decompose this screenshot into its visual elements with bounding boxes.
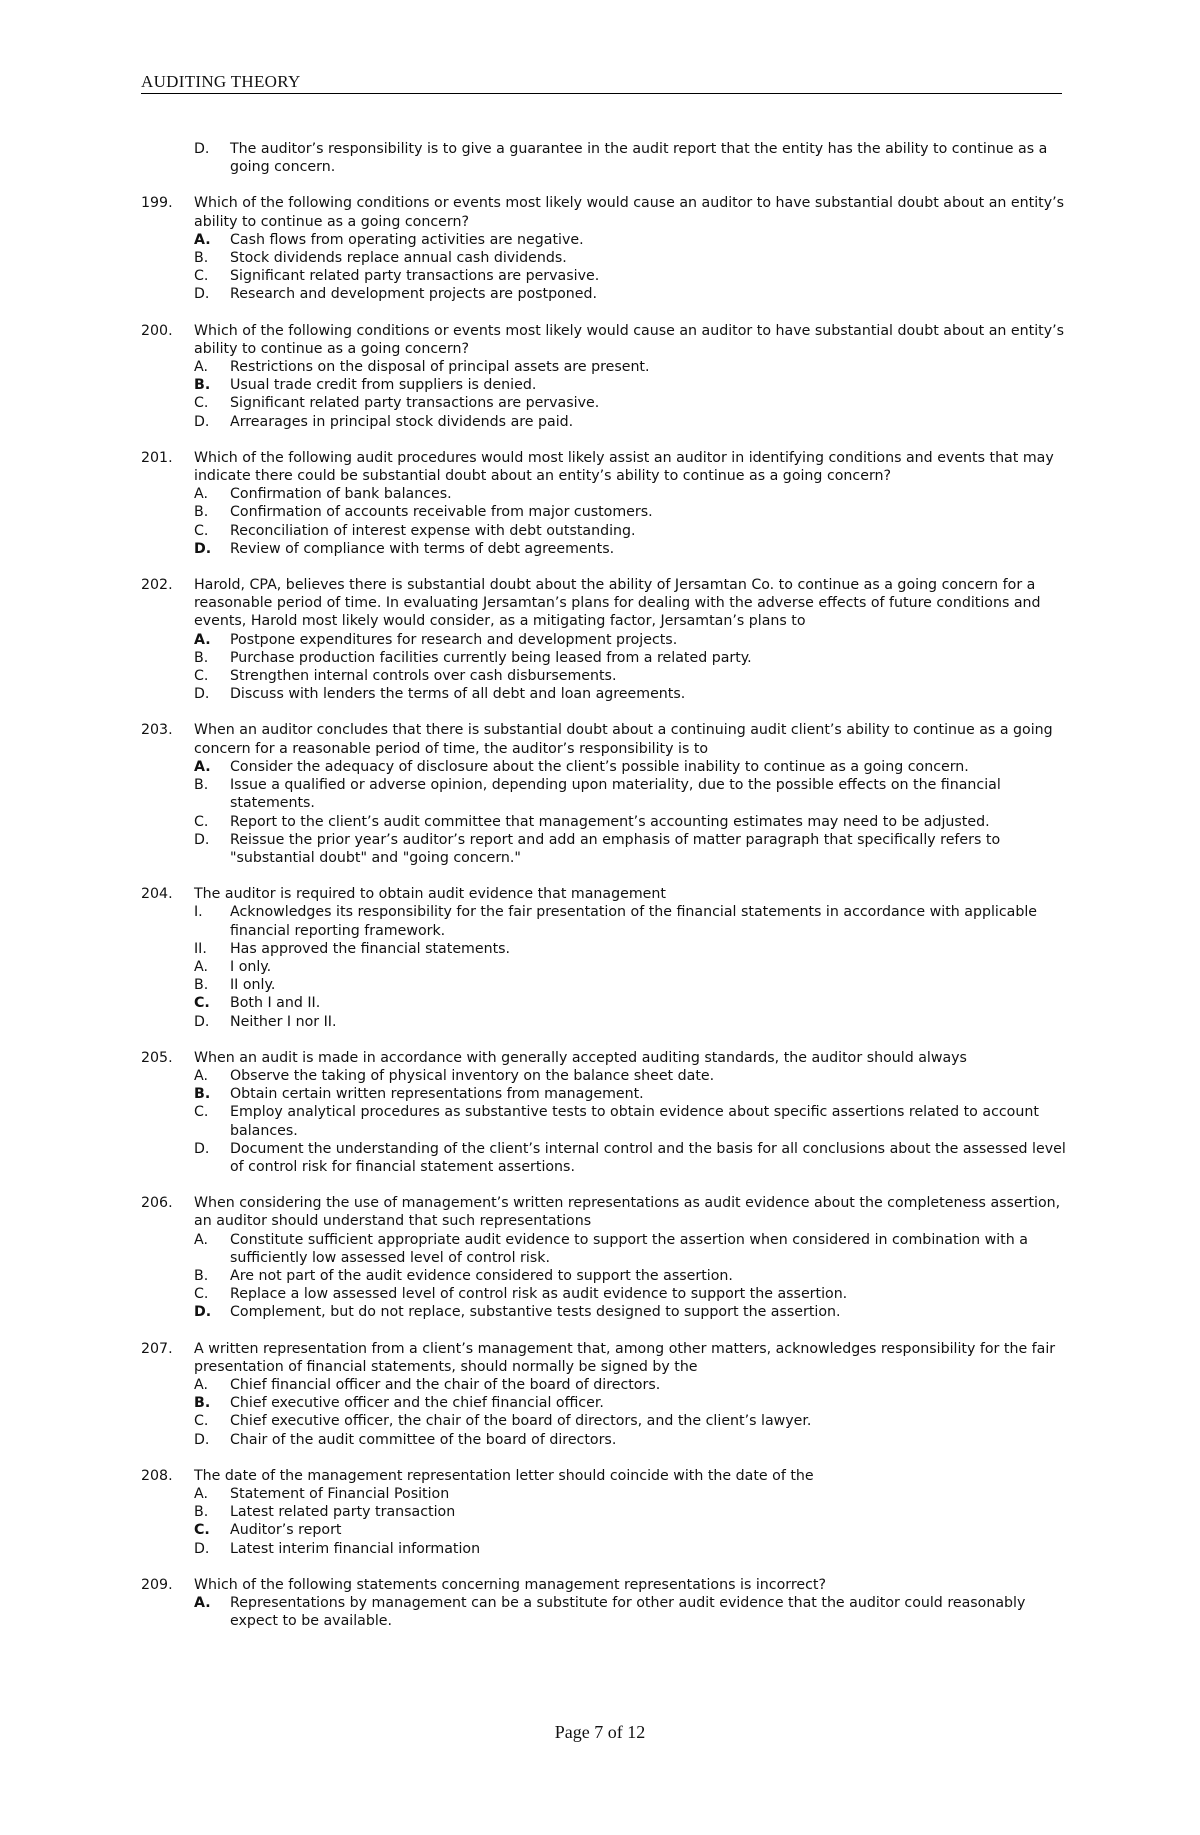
option-text: Auditor’s report (230, 1522, 342, 1539)
question-text: When considering the use of management’s written representations as audit evidence about the completeness assertion, an auditor should understand that such representations (194, 1195, 1061, 1230)
option-text: Chief financial officer and the chair of the board of directors. (230, 1376, 661, 1393)
answer-option (141, 667, 1066, 685)
question-text: The auditor is required to obtain audit evidence that management (194, 886, 666, 903)
question-item (141, 322, 1066, 431)
option-letter: B. (194, 504, 209, 521)
option-text: Has approved the financial statements. (230, 940, 511, 957)
answer-option (141, 813, 1066, 831)
option-letter: A. (194, 631, 211, 648)
question-item (141, 1340, 1066, 1449)
option-letter: D. (194, 1540, 210, 1557)
option-text: Reissue the prior year’s auditor’s report and add an emphasis of matter paragraph that specifically refers to "substantial doubt" and "going concern." (230, 831, 1001, 866)
answer-option (141, 394, 1066, 412)
option-text: Usual trade credit from suppliers is denied. (230, 377, 537, 394)
option-letter: B. (194, 777, 209, 794)
question-stem (141, 576, 1066, 631)
answer-option (141, 503, 1066, 521)
option-letter: D. (194, 1013, 210, 1030)
answer-option (141, 1303, 1066, 1321)
question-text: When an audit is made in accordance with generally accepted auditing standards, the auditor should always (194, 1049, 967, 1066)
question-text: The date of the management representation letter should coincide with the date of the (194, 1467, 814, 1484)
answer-option (141, 976, 1066, 994)
option-text: The auditor’s responsibility is to give a guarantee in the audit report that the entity has the ability to continue as a going concern. (230, 141, 1048, 176)
option-letter: C. (194, 522, 209, 539)
question-stem (141, 1194, 1066, 1230)
option-text: Acknowledges its responsibility for the fair presentation of the financial statements in accordance with applicable financial reporting framework. (230, 904, 1038, 939)
answer-option (141, 413, 1066, 431)
answer-option (141, 1103, 1066, 1139)
answer-option (141, 758, 1066, 776)
question-text: Which of the following conditions or events most likely would cause an auditor to have substantial doubt about an entity’s ability to continue as a going concern? (194, 322, 1064, 357)
option-text: Chief executive officer and the chief financial officer. (230, 1395, 604, 1412)
option-letter: I. (194, 904, 203, 921)
option-text: Replace a low assessed level of control risk as audit evidence to support the assertion. (230, 1286, 848, 1303)
question-number: 199. (141, 195, 173, 212)
answer-option (141, 231, 1066, 249)
answer-option (141, 1231, 1066, 1267)
answer-option (141, 267, 1066, 285)
question-stem (141, 194, 1066, 230)
answer-option (141, 1067, 1066, 1085)
option-letter: B. (194, 649, 209, 666)
option-letter: D. (194, 141, 210, 157)
answer-option (141, 1085, 1066, 1103)
option-text: Discuss with lenders the terms of all debt and loan agreements. (230, 686, 686, 703)
answer-option (141, 285, 1066, 303)
option-letter: A. (194, 1376, 208, 1393)
option-text: Cash flows from operating activities are negative. (230, 231, 584, 248)
question-stem (141, 1049, 1066, 1067)
question-text: Which of the following conditions or events most likely would cause an auditor to have substantial doubt about an entity’s ability to continue as a going concern? (194, 195, 1064, 230)
question-number: 206. (141, 1195, 173, 1212)
question-stem (141, 885, 1066, 903)
option-text: Constitute sufficient appropriate audit evidence to support the assertion when considered in combination with a sufficiently low assessed level of control risk. (230, 1231, 1028, 1266)
option-text: Consider the adequacy of disclosure about the client’s possible inability to continue as a going concern. (230, 758, 969, 775)
option-letter: D. (194, 686, 210, 703)
answer-option (141, 1521, 1066, 1539)
option-letter: C. (194, 668, 209, 685)
option-text: Both I and II. (230, 995, 321, 1012)
option-text: Significant related party transactions are pervasive. (230, 268, 600, 285)
question-number: 205. (141, 1049, 173, 1066)
question-item (141, 1194, 1066, 1321)
option-letter: C. (194, 1522, 210, 1539)
option-letter: C. (194, 995, 210, 1012)
option-letter: C. (194, 395, 209, 412)
questions-container (141, 194, 1066, 1630)
answer-option (141, 540, 1066, 558)
option-text: Issue a qualified or adverse opinion, depending upon materiality, due to the possible effects on the financial statements. (230, 777, 1001, 812)
option-text: Restrictions on the disposal of principal assets are present. (230, 359, 650, 376)
option-text: Employ analytical procedures as substantive tests to obtain evidence about specific assertions related to account balances. (230, 1104, 1039, 1139)
option-text: Stock dividends replace annual cash dividends. (230, 250, 567, 267)
option-text: Review of compliance with terms of debt agreements. (230, 540, 615, 557)
answer-option (141, 649, 1066, 667)
option-text: Research and development projects are postponed. (230, 286, 598, 303)
answer-option (141, 1267, 1066, 1285)
question-number: 209. (141, 1576, 173, 1593)
answer-option (141, 1376, 1066, 1394)
question-item (141, 1049, 1066, 1176)
option-letter: D. (194, 831, 210, 848)
question-stem (141, 322, 1066, 358)
option-text: Chief executive officer, the chair of the board of directors, and the client’s lawyer. (230, 1413, 812, 1430)
answer-option (141, 1594, 1066, 1630)
option-letter: B. (194, 1504, 209, 1521)
option-letter: C. (194, 1413, 209, 1430)
option-letter: D. (194, 1140, 210, 1157)
option-text: Postpone expenditures for research and development projects. (230, 631, 678, 648)
option-letter: D. (194, 1431, 210, 1448)
option-text: Document the understanding of the client’s internal control and the basis for all conclusions about the assessed level of control risk for financial statement assertions. (230, 1140, 1066, 1175)
question-text: Which of the following statements concerning management representations is incorrect? (194, 1576, 826, 1593)
option-text: Neither I nor II. (230, 1013, 337, 1030)
option-text: Reconciliation of interest expense with debt outstanding. (230, 522, 636, 539)
continued-options (141, 140, 1066, 176)
question-text: Harold, CPA, believes there is substantial doubt about the ability of Jersamtan Co. to continue as a going concern for a reasonable period of time. In evaluating Jersamtan’s plans for dealing with the adverse effects of future conditions and events, Harold most likely would consider, as a mitigating factor, Jersamtan’s plans to (194, 577, 1041, 630)
question-number: 204. (141, 886, 173, 903)
option-text: Latest interim financial information (230, 1540, 481, 1557)
answer-option (141, 940, 1066, 958)
question-item (141, 576, 1066, 703)
answer-option (141, 903, 1066, 939)
option-letter: C. (194, 268, 209, 285)
answer-option (141, 358, 1066, 376)
answer-option (141, 522, 1066, 540)
option-text: Confirmation of accounts receivable from major customers. (230, 504, 653, 521)
option-letter: C. (194, 1104, 209, 1121)
question-number: 200. (141, 322, 173, 339)
question-number: 207. (141, 1340, 173, 1357)
option-text: Are not part of the audit evidence considered to support the assertion. (230, 1267, 733, 1284)
question-number: 202. (141, 577, 173, 594)
option-letter: A. (194, 758, 211, 775)
question-number: 208. (141, 1467, 173, 1484)
option-letter: B. (194, 1395, 211, 1412)
option-text: Representations by management can be a substitute for other audit evidence that the auditor could reasonably expect to be available. (230, 1595, 1026, 1630)
question-list (141, 140, 1066, 1648)
answer-option (141, 1412, 1066, 1430)
page-header-title: AUDITING THEORY (141, 72, 1062, 94)
question-item (141, 194, 1066, 303)
option-text: Statement of Financial Position (230, 1486, 450, 1502)
option-letter: A. (194, 486, 208, 503)
option-letter: A. (194, 1231, 208, 1248)
answer-option (141, 1485, 1066, 1503)
option-letter: A. (194, 958, 208, 975)
option-letter: D. (194, 1304, 212, 1321)
option-letter: B. (194, 377, 211, 394)
question-item (141, 1467, 1066, 1558)
option-letter: C. (194, 1286, 209, 1303)
question-stem (141, 1340, 1066, 1376)
option-letter: D. (194, 413, 210, 430)
option-letter: D. (194, 540, 212, 557)
answer-option (141, 1013, 1066, 1031)
question-stem (141, 1467, 1066, 1485)
question-number: 201. (141, 449, 173, 466)
option-letter: A. (194, 1067, 208, 1084)
answer-option (141, 1503, 1066, 1521)
option-text: Report to the client’s audit committee that management’s accounting estimates may need to be adjusted. (230, 813, 990, 830)
answer-option (141, 485, 1066, 503)
option-text: Confirmation of bank balances. (230, 486, 452, 503)
option-text: I only. (230, 958, 272, 975)
answer-option (141, 140, 1066, 176)
option-letter: A. (194, 1595, 211, 1612)
page-number: Page 7 of 12 (554, 1722, 646, 1742)
answer-option (141, 685, 1066, 703)
option-text: Obtain certain written representations from management. (230, 1086, 644, 1103)
option-letter: A. (194, 231, 211, 248)
option-letter: D. (194, 286, 210, 303)
answer-option (141, 1431, 1066, 1449)
answer-option (141, 249, 1066, 267)
option-text: Arrearages in principal stock dividends are paid. (230, 413, 574, 430)
option-text: Significant related party transactions are pervasive. (230, 395, 600, 412)
option-letter: II. (194, 940, 207, 957)
question-number: 203. (141, 722, 173, 739)
option-text: Observe the taking of physical inventory on the balance sheet date. (230, 1067, 715, 1084)
question-text: A written representation from a client’s management that, among other matters, acknowledges responsibility for the fair presentation of financial statements, should normally be signed by the (194, 1340, 1056, 1375)
question-item (141, 449, 1066, 558)
answer-option (141, 1394, 1066, 1412)
option-text: II only. (230, 977, 276, 994)
answer-option (141, 958, 1066, 976)
answer-option (141, 1285, 1066, 1303)
answer-option (141, 1540, 1066, 1558)
answer-option (141, 994, 1066, 1012)
question-item (141, 1576, 1066, 1631)
answer-option (141, 1140, 1066, 1176)
option-text: Strengthen internal controls over cash disbursements. (230, 668, 617, 685)
option-text: Complement, but do not replace, substantive tests designed to support the assertion. (230, 1304, 841, 1321)
option-letter: B. (194, 1086, 211, 1103)
option-letter: A. (194, 359, 208, 376)
option-text: Purchase production facilities currently being leased from a related party. (230, 649, 752, 666)
answer-option (141, 376, 1066, 394)
answer-option (141, 631, 1066, 649)
answer-option (141, 831, 1066, 867)
option-letter: B. (194, 250, 209, 267)
question-stem (141, 449, 1066, 485)
option-letter: A. (194, 1486, 208, 1502)
question-stem (141, 721, 1066, 757)
option-text: Chair of the audit committee of the board of directors. (230, 1431, 617, 1448)
question-stem (141, 1576, 1066, 1594)
question-item (141, 885, 1066, 1031)
option-letter: B. (194, 977, 209, 994)
question-item (141, 721, 1066, 867)
option-letter: C. (194, 813, 209, 830)
option-text: Latest related party transaction (230, 1504, 456, 1521)
answer-option (141, 776, 1066, 812)
question-text: When an auditor concludes that there is substantial doubt about a continuing audit client’s ability to continue as a going concern for a reasonable period of time, the auditor’s responsibility is to (194, 722, 1053, 757)
option-letter: B. (194, 1267, 209, 1284)
question-text: Which of the following audit procedures would most likely assist an auditor in identifying conditions and events that may indicate there could be substantial doubt about an entity’s ability to continue as a going concern? (194, 449, 1054, 485)
